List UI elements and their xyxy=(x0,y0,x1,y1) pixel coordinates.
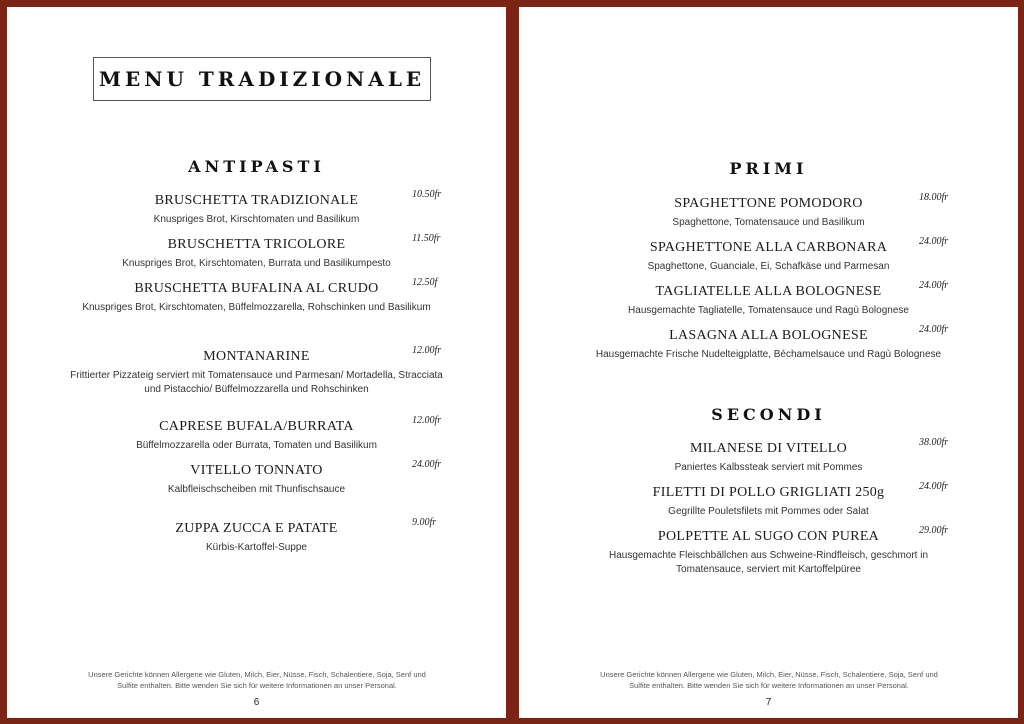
item-description: Hausgemachte Frische Nudelteigplatte, Béchamelsauce und Ragù Bolognese xyxy=(595,349,942,360)
item-price: 12.00fr xyxy=(412,415,442,426)
item-name: BRUSCHETTA BUFALINA AL CRUDO xyxy=(134,281,379,296)
item-name: FILETTI DI POLLO GRIGLIATI 250g xyxy=(652,485,885,500)
item-description: Frittierter Pizzateig serviert mit Tomatensauce und Parmesan/ Mortadella, Stracciata und Pistacchio/ Büffelmozzarella und Rohschinken xyxy=(70,370,443,395)
allergen-note: Unsere Gerichte können Allergene wie Gluten, Milch, Eier, Nüsse, Fisch, Schalentiere, Soja, Senf und Sulfite enthalten. Bitte wenden Sie sich für weitere Informationen an unser Personal. xyxy=(600,670,938,690)
item-name: BRUSCHETTA TRADIZIONALE xyxy=(154,193,359,208)
item-description: Spaghettone, Guanciale, Ei, Schafkäse und Parmesan xyxy=(647,261,890,272)
menu-title: MENU TRADIZIONALE xyxy=(93,57,431,101)
item-description: Hausgemachte Tagliatelle, Tomatensauce und Ragù Bolognese xyxy=(628,305,909,316)
item-description: Spaghettone, Tomatensauce und Basilikum xyxy=(672,217,865,228)
item-name: POLPETTE AL SUGO CON PUREA xyxy=(657,529,880,544)
item-name: SPAGHETTONE POMODORO xyxy=(674,196,863,211)
item-name: ZUPPA ZUCCA E PATATE xyxy=(175,521,338,536)
section-heading-primi: PRIMI xyxy=(729,159,808,178)
section-heading-secondi: SECONDI xyxy=(711,405,826,424)
item-description: Gegrillte Pouletsfilets mit Pommes oder Salat xyxy=(668,506,869,517)
item-name: VITELLO TONNATO xyxy=(190,463,323,478)
item-name: CAPRESE BUFALA/BURRATA xyxy=(159,419,354,434)
item-price: 9.00fr xyxy=(412,517,437,528)
item-description: Knuspriges Brot, Kirschtomaten, Burrata und Basilikumpesto xyxy=(122,258,391,269)
item-price: 38.00fr xyxy=(919,437,949,448)
item-description: Knuspriges Brot, Kirschtomaten und Basilikum xyxy=(153,214,360,225)
item-price: 10.50fr xyxy=(412,189,442,200)
section-heading-antipasti: ANTIPASTI xyxy=(188,157,325,176)
item-name: LASAGNA ALLA BOLOGNESE xyxy=(669,328,868,343)
page-number: 7 xyxy=(765,697,772,708)
item-description: Knuspriges Brot, Kirschtomaten, Büffelmozzarella, Rohschinken und Basilikum xyxy=(82,302,431,313)
item-price: 29.00fr xyxy=(919,525,949,536)
item-description: Kalbfleischscheiben mit Thunfischsauce xyxy=(167,484,346,495)
item-price: 12.00fr xyxy=(412,345,442,356)
item-description: Paniertes Kalbssteak serviert mit Pommes xyxy=(674,462,863,473)
item-price: 24.00fr xyxy=(919,324,949,335)
item-price: 24.00fr xyxy=(919,481,949,492)
item-name: BRUSCHETTA TRICOLORE xyxy=(167,237,346,252)
item-description: Hausgemachte Fleischbällchen aus Schweine-Rindfleisch, geschmort in Tomatensauce, serviert mit Kartoffelpüree xyxy=(608,550,929,575)
item-price: 11.50fr xyxy=(412,233,441,244)
allergen-note: Unsere Gerichte können Allergene wie Gluten, Milch, Eier, Nüsse, Fisch, Schalentiere, Soja, Senf und Sulfite enthalten. Bitte wenden Sie sich für weitere Informationen an unser Personal. xyxy=(88,670,426,690)
item-price: 24.00fr xyxy=(412,459,442,470)
item-name: TAGLIATELLE ALLA BOLOGNESE xyxy=(655,284,882,299)
item-price: 12.50f xyxy=(412,277,438,288)
item-description: Kürbis-Kartoffel-Suppe xyxy=(206,542,307,553)
item-name: MONTANARINE xyxy=(203,349,310,364)
item-price: 24.00fr xyxy=(919,280,949,291)
item-price: 18.00fr xyxy=(919,192,949,203)
item-price: 24.00fr xyxy=(919,236,949,247)
page-number: 6 xyxy=(253,697,260,708)
item-name: SPAGHETTONE ALLA CARBONARA xyxy=(649,240,888,255)
item-description: Büffelmozzarella oder Burrata, Tomaten und Basilikum xyxy=(136,440,377,451)
menu-page-left xyxy=(7,7,506,718)
menu-page-right xyxy=(519,7,1018,718)
item-name: MILANESE DI VITELLO xyxy=(689,441,848,456)
